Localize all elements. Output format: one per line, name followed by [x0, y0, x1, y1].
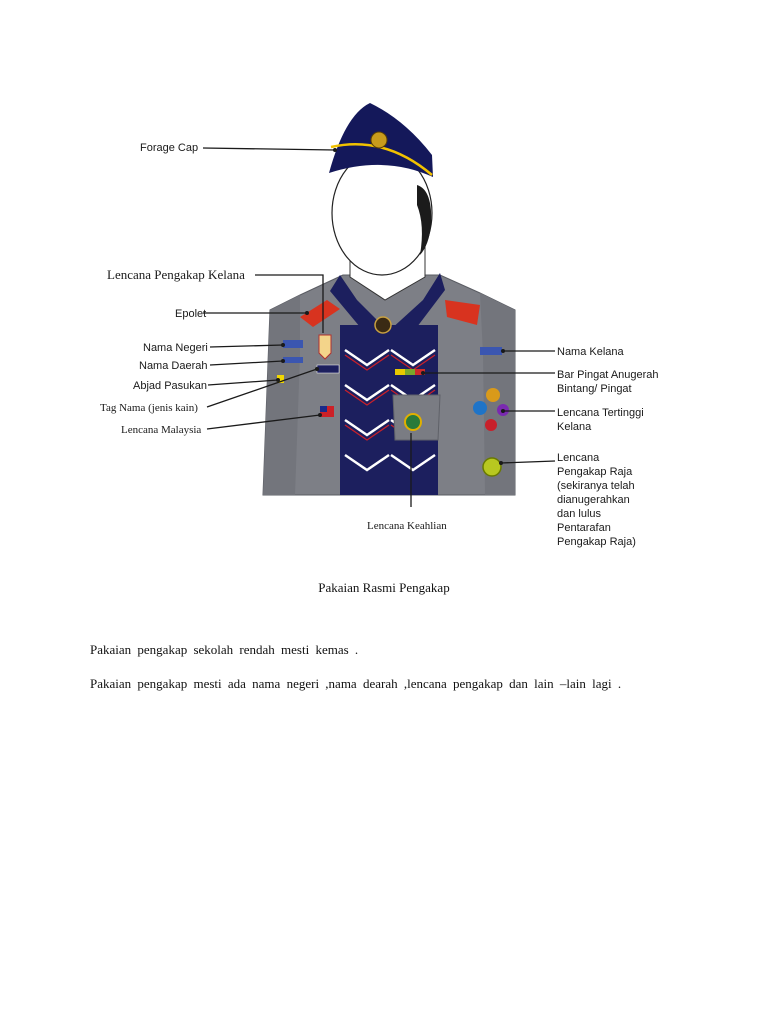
membership-badge-icon [405, 414, 421, 430]
scout-uniform-diagram [95, 95, 675, 570]
label-pengakap-raja-1: Lencana [557, 452, 600, 464]
label-pengakap-raja-5: dan lulus [557, 508, 602, 520]
label-nama-negeri: Nama Negeri [143, 342, 208, 354]
label-epolet: Epolet [175, 308, 207, 320]
label-forage-cap: Forage Cap [140, 142, 199, 154]
label-abjad-pasukan: Abjad Pasukan [133, 380, 207, 392]
king-scout-badge-icon [483, 458, 501, 476]
label-nama-kelana: Nama Kelana [557, 346, 624, 358]
medal-ribbon-bar [395, 369, 425, 375]
highest-award-badge-1 [473, 401, 487, 415]
highest-award-badge-2 [486, 388, 500, 402]
scout-uniform-figure [95, 95, 675, 570]
label-lencana-malaysia: Lencana Malaysia [121, 424, 202, 436]
label-pengakap-raja-4: dianugerahkan [557, 494, 630, 506]
label-pengakap-raja-6: Pentarafan [557, 522, 611, 534]
label-lencana-keahlian: Lencana Keahlian [367, 520, 447, 532]
left-sleeve [263, 295, 300, 495]
label-lencana-tertinggi-1: Lencana Tertinggi [557, 407, 644, 419]
label-nama-daerah: Nama Daerah [139, 360, 208, 372]
district-name-tab [283, 357, 303, 363]
state-name-tab [283, 340, 303, 348]
highest-award-badge-4 [485, 419, 497, 431]
label-pengakap-raja-3: (sekiranya telah [557, 480, 635, 492]
rover-badge-icon [319, 335, 331, 359]
label-pengakap-raja-2: Pengakap Raja [557, 466, 633, 478]
label-bar-pingat-2: Bintang/ Pingat [557, 383, 632, 395]
malaysia-flag-canton [320, 406, 327, 412]
label-pengakap-raja-7: Pengakap Raja) [557, 536, 636, 548]
name-tag [317, 365, 339, 373]
cap-badge-icon [371, 132, 387, 148]
paragraph-1: Pakaian pengakap sekolah rendah mesti kemas . [90, 642, 359, 657]
rover-name-tab [480, 347, 502, 355]
label-lencana-tertinggi-2: Kelana [557, 421, 592, 433]
woggle-icon [375, 317, 391, 333]
label-lencana-pengakap-kelana: Lencana Pengakap Kelana [107, 267, 245, 282]
paragraph-2: Pakaian pengakap mesti ada nama negeri ,nama dearah ,lencana pengakap dan lain –lain lagi . [90, 676, 622, 691]
figure-caption: Pakaian Rasmi Pengakap [318, 580, 450, 595]
label-bar-pingat-1: Bar Pingat Anugerah [557, 369, 659, 381]
label-tag-nama: Tag Nama (jenis kain) [100, 402, 198, 414]
